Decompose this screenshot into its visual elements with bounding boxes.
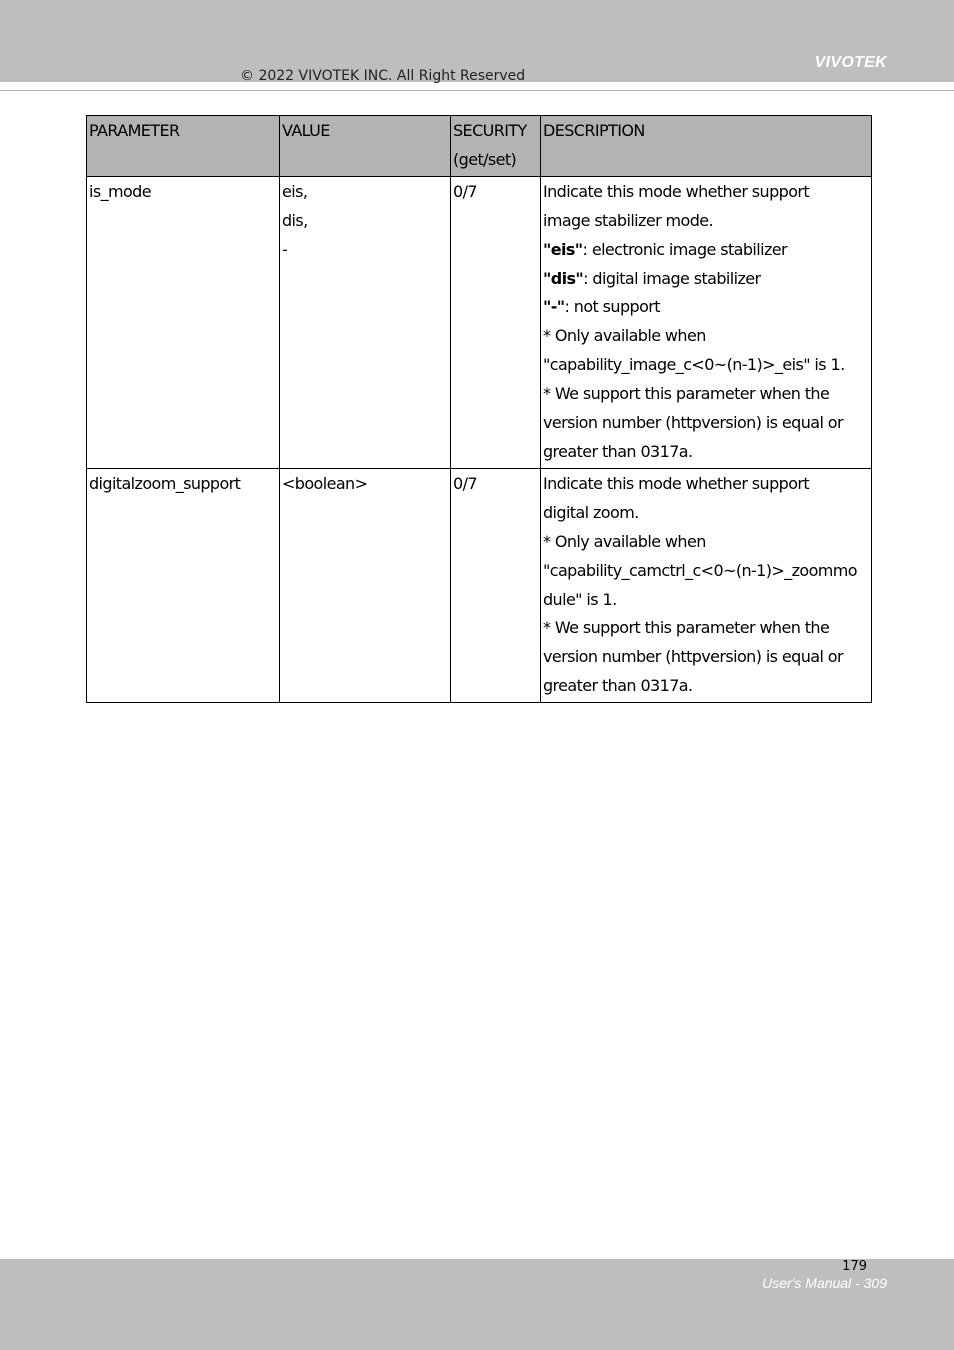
security-cell: 0/7 [451, 468, 541, 702]
column-header-parameter: PARAMETER [87, 116, 280, 177]
parameter-table [86, 115, 872, 703]
brand-logo-text: VIVOTEK [814, 54, 887, 71]
table-row [87, 176, 872, 468]
table-header-row [87, 116, 872, 177]
column-header-description: DESCRIPTION [541, 116, 872, 177]
description-cell: Indicate this mode whether support digital zoom. * Only available when "capability_camctrl_c<0~(n-1)>_zoommo dule" is 1. * We support this parameter when the version number (httpversion) is equal or greater than 0317a. [541, 468, 872, 702]
value-cell: eis, dis, - [280, 176, 451, 468]
desc-dis-line: "dis": digital image stabilizer [543, 268, 761, 288]
security-cell: 0/7 [451, 176, 541, 468]
page-number: 179 [842, 1259, 867, 1274]
manual-page-label: User's Manual - 309 [762, 1275, 887, 1291]
desc-dash-line: "-": not support [543, 297, 660, 317]
copyright-text: © 2022 VIVOTEK INC. All Right Reserved [240, 68, 526, 84]
table-row [87, 468, 872, 702]
desc-eis-line: "eis": electronic image stabilizer [543, 239, 787, 259]
description-cell: Indicate this mode whether support image stabilizer mode. "eis": electronic image stabilizer "dis": digital image stabilizer "-": not support * Only available when "capability_image_c<0~(n-1)>_eis" is 1. * We support this parameter when the version number (httpversion) is equal or greater than 0317a. [541, 176, 872, 468]
param-name-cell: digitalzoom_support [87, 468, 280, 702]
value-cell: <boolean> [280, 468, 451, 702]
header-divider [0, 90, 954, 91]
column-header-value: VALUE [280, 116, 451, 177]
param-name-cell: is_mode [87, 176, 280, 468]
footer-band [0, 1259, 954, 1350]
column-header-security: SECURITY (get/set) [451, 116, 541, 177]
